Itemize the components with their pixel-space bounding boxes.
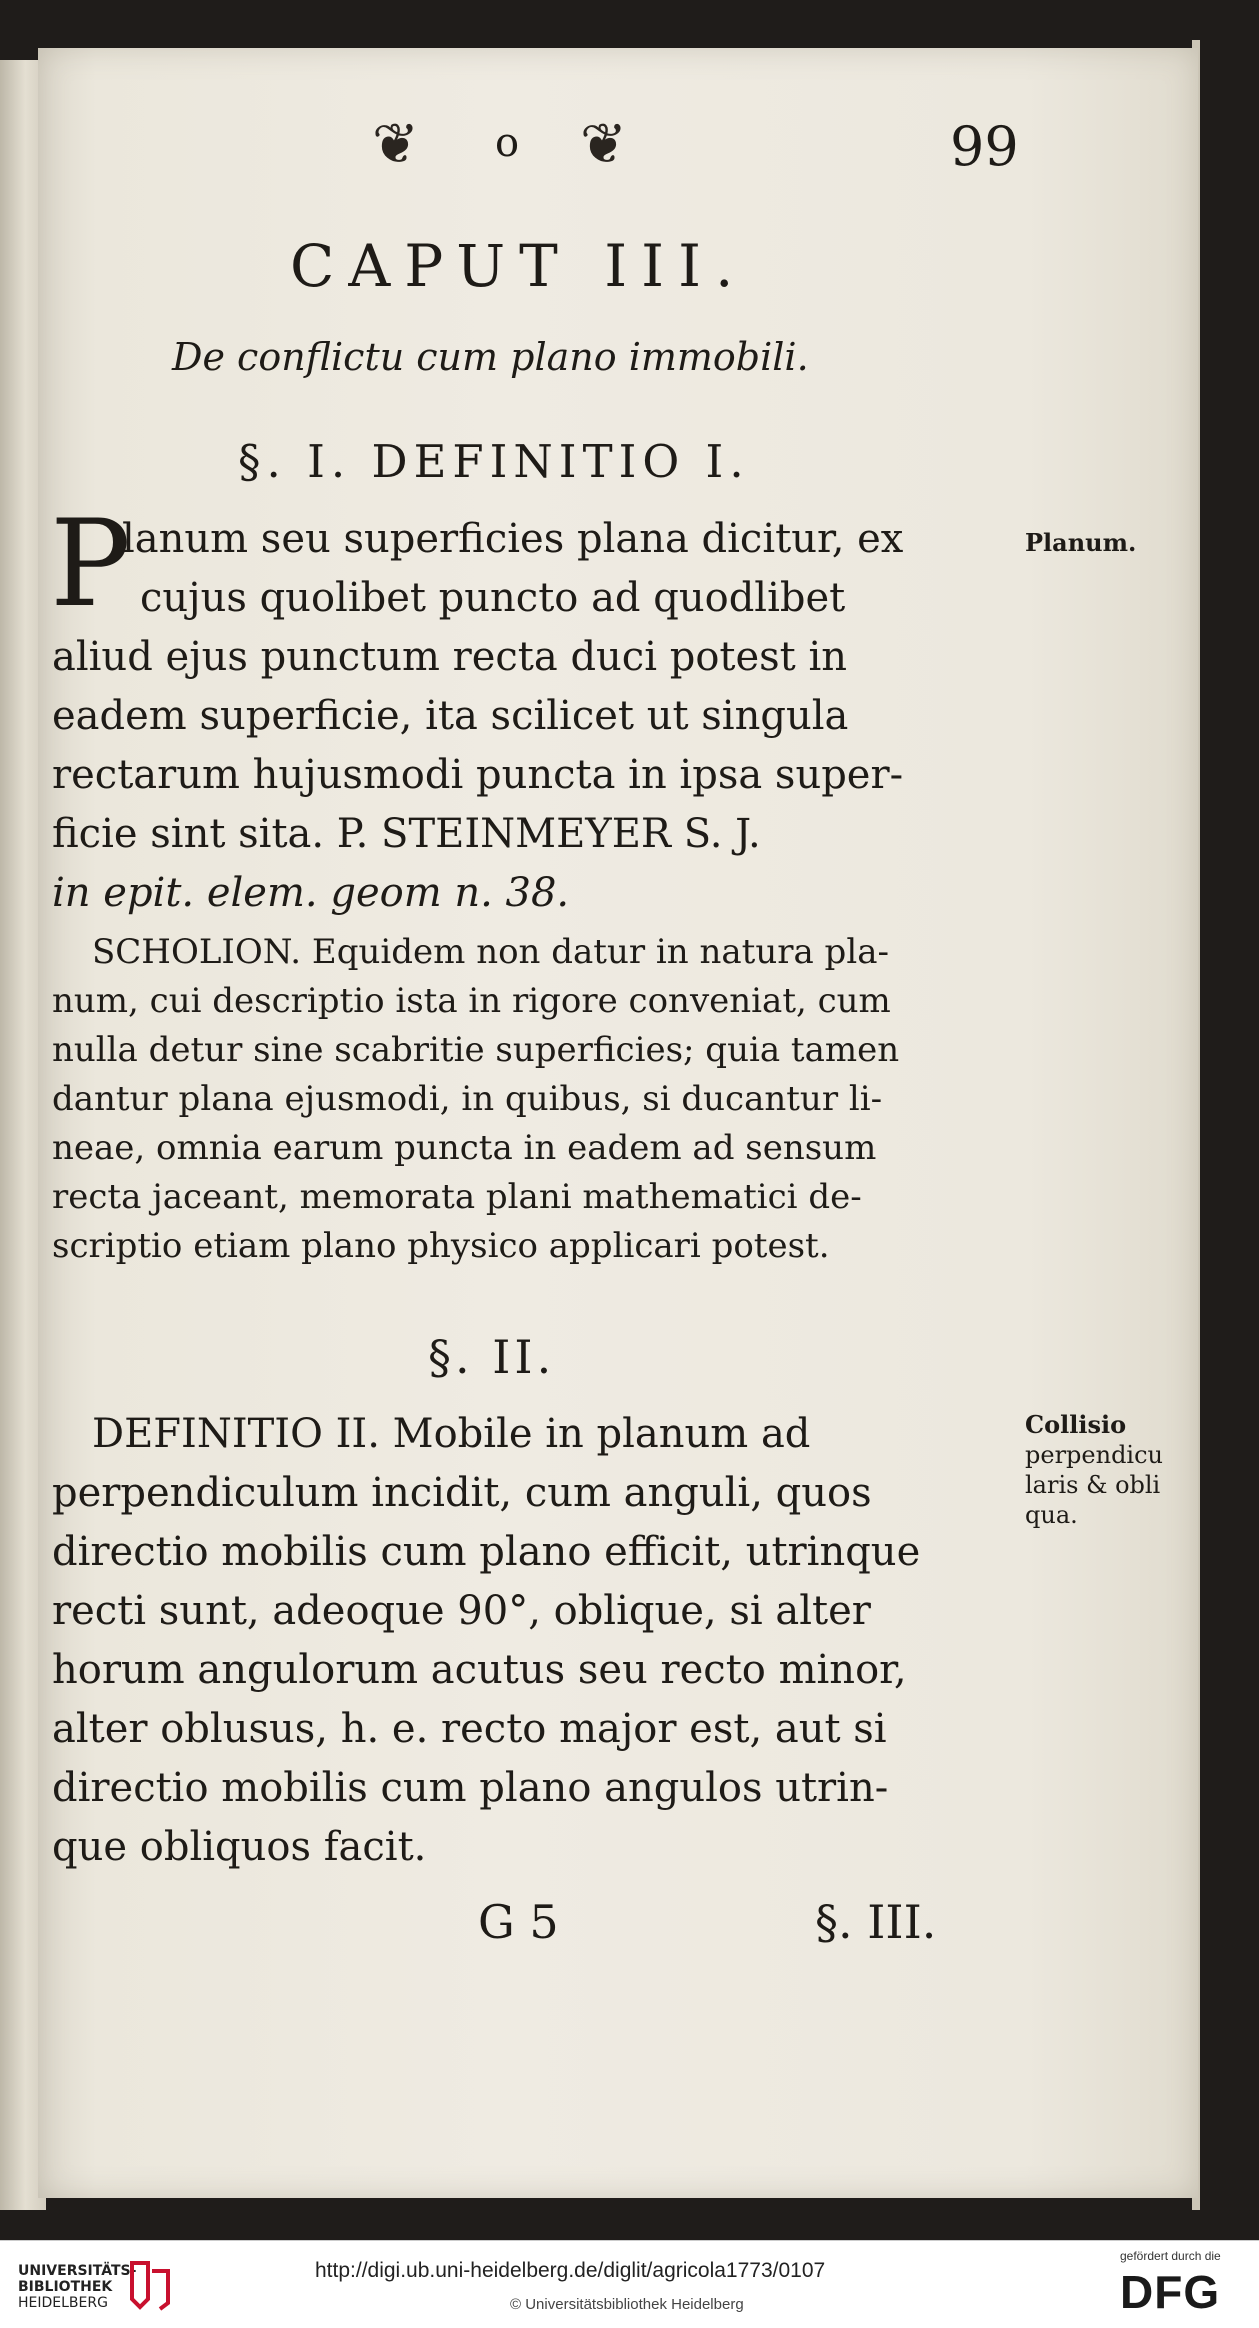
text-line: in epit. elem. geom n. 38. xyxy=(52,870,570,916)
text-line: aliud ejus punctum recta duci potest in xyxy=(52,634,848,680)
catchword: §. III. xyxy=(815,1895,937,1949)
scholion-line: recta jaceant, memorata plani mathematici de- xyxy=(52,1177,862,1217)
margin-note: laris & obli xyxy=(1025,1471,1161,1499)
library-logo-text xyxy=(18,2263,137,2311)
margin-note: qua. xyxy=(1025,1501,1078,1529)
text-line: recti sunt, adeoque 90°, oblique, si alter xyxy=(52,1588,871,1634)
ornament-right-icon: ❦ xyxy=(580,112,627,177)
drop-cap: P xyxy=(50,495,131,634)
text-line: directio mobilis cum plano efficit, utrinque xyxy=(52,1529,921,1575)
permalink-url[interactable]: http://digi.ub.uni-heidelberg.de/diglit/agricola1773/0107 xyxy=(315,2259,826,2282)
dfg-logo: DFG xyxy=(1120,2266,1221,2318)
scholion-line: num, cui descriptio ista in rigore conveniat, cum xyxy=(52,981,891,1021)
institution-line: BIBLIOTHEK xyxy=(18,2279,113,2295)
text-line: eadem superficie, ita scilicet ut singula xyxy=(52,693,849,739)
margin-note: perpendicu xyxy=(1025,1441,1163,1469)
scholion-line: nulla detur sine scabritie superficies; quia tamen xyxy=(52,1030,900,1070)
text-line: ficie sint sita. P. STEINMEYER S. J. xyxy=(52,811,761,857)
margin-note: Planum. xyxy=(1025,528,1137,557)
text-line: alter oblusus, h. e. recto major est, aut si xyxy=(52,1706,887,1752)
chapter-title: CAPUT III. xyxy=(290,232,748,300)
text-line: horum angulorum acutus seu recto minor, xyxy=(52,1647,907,1693)
viewer-footer xyxy=(0,2240,1259,2328)
text-line: directio mobilis cum plano angulos utrin- xyxy=(52,1765,889,1811)
funding-label: gefördert durch die xyxy=(1120,2249,1221,2263)
header-center-mark: o xyxy=(495,120,520,166)
ornament-left-icon: ❦ xyxy=(372,112,419,177)
text-line: cujus quolibet puncto ad quodlibet xyxy=(140,575,846,621)
scholion-line: dantur plana ejusmodi, in quibus, si ducantur li- xyxy=(52,1079,883,1119)
copyright-text: © Universitätsbibliothek Heidelberg xyxy=(510,2296,744,2313)
scholion-line: SCHOLION. Equidem non datur in natura pla- xyxy=(92,932,889,972)
section-heading: §. II. xyxy=(428,1330,556,1384)
text-line: que obliquos facit. xyxy=(52,1824,427,1870)
section-heading: §. I. DEFINITIO I. xyxy=(238,435,750,488)
text-line: rectarum hujusmodi puncta in ipsa super- xyxy=(52,752,904,798)
text-line: lanum seu superficies plana dicitur, ex xyxy=(122,516,904,562)
scholion-line: scriptio etiam plano physico applicari potest. xyxy=(52,1226,830,1266)
scholion-line: neae, omnia earum puncta in eadem ad sensum xyxy=(52,1128,877,1168)
institution-line: HEIDELBERG xyxy=(18,2295,108,2311)
library-logo-icon xyxy=(126,2259,174,2311)
margin-note: Collisio xyxy=(1025,1410,1127,1439)
institution-line: UNIVERSITÄTS- xyxy=(18,2263,137,2279)
text-line: DEFINITIO II. Mobile in planum ad xyxy=(92,1411,811,1457)
page-number: 99 xyxy=(950,115,1019,178)
chapter-subtitle: De conflictu cum plano immobili. xyxy=(172,335,809,379)
signature-mark: G 5 xyxy=(478,1895,559,1949)
text-line: perpendiculum incidit, cum anguli, quos xyxy=(52,1470,872,1516)
